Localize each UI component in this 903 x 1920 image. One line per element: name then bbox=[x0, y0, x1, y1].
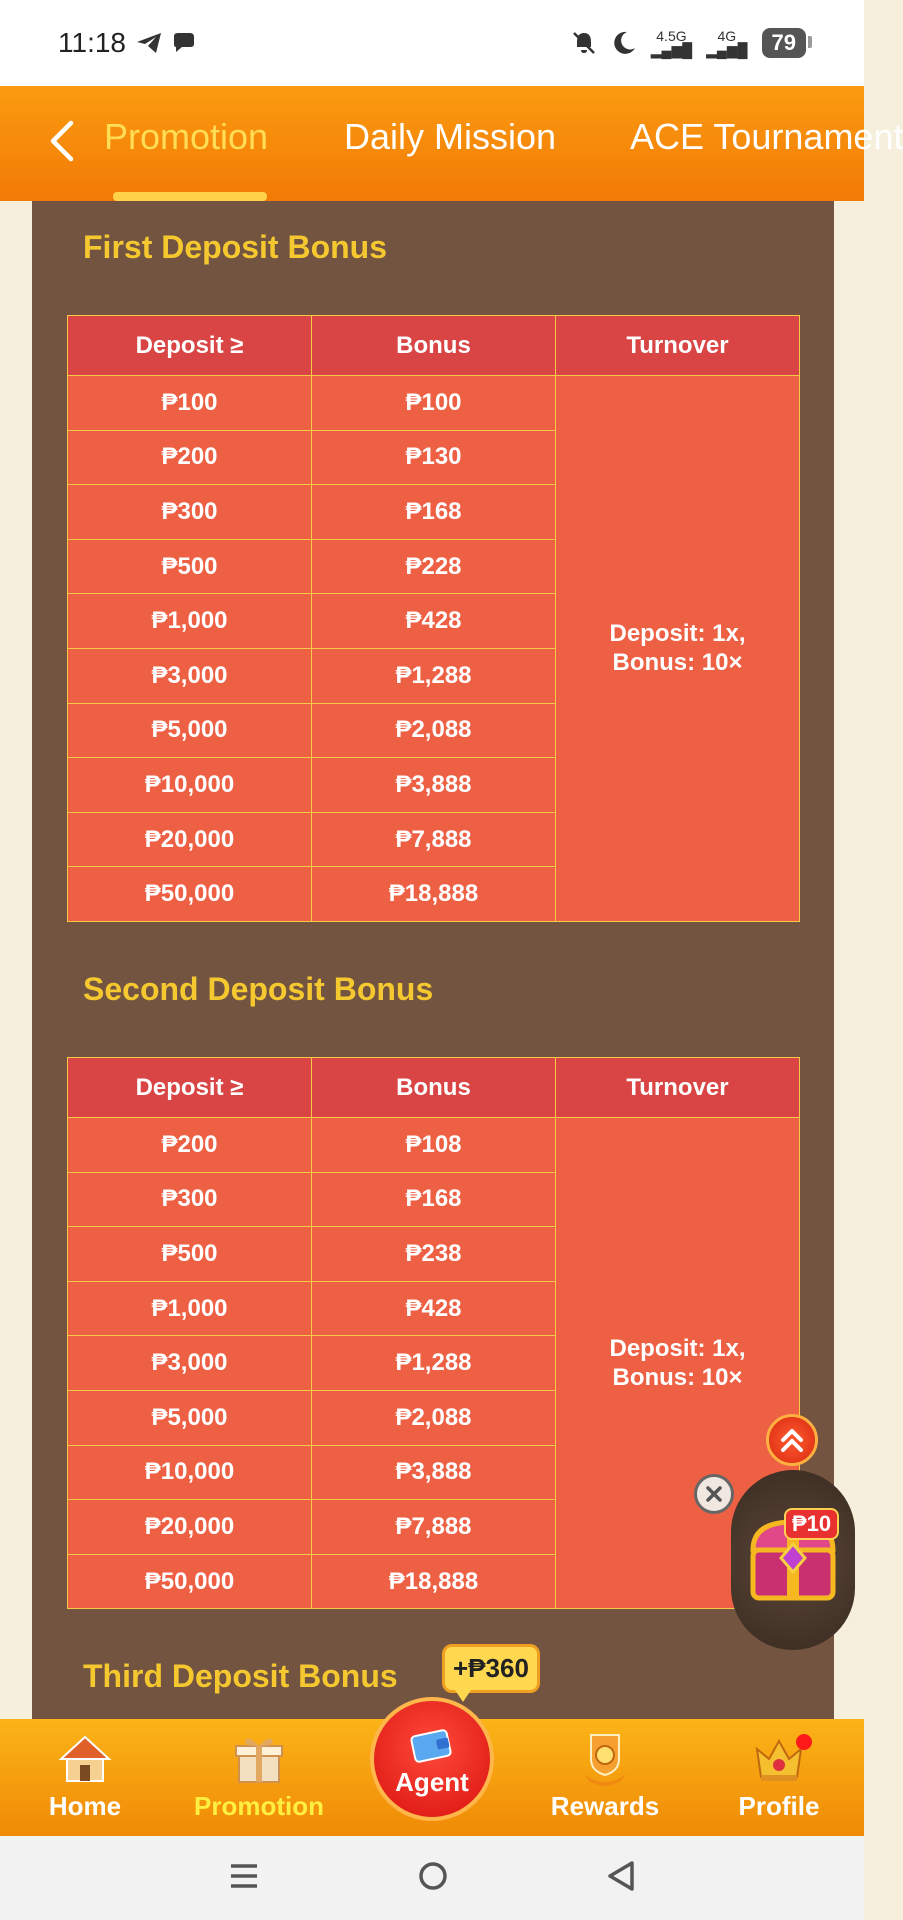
triangle-back-icon bbox=[606, 1860, 636, 1892]
deposit-cell: ₱5,000 bbox=[68, 703, 312, 758]
signal-icon: ▂▄▆█ bbox=[706, 42, 748, 58]
promotion-header bbox=[0, 86, 903, 201]
first-deposit-table bbox=[67, 315, 800, 922]
bonus-cell: ₱238 bbox=[312, 1227, 556, 1282]
nav-rewards-label: Rewards bbox=[550, 1791, 660, 1821]
nav-agent-button[interactable] bbox=[370, 1697, 494, 1821]
recent-apps-button[interactable] bbox=[228, 1861, 260, 1896]
system-navigation-bar bbox=[0, 1836, 864, 1920]
close-icon bbox=[704, 1484, 724, 1504]
bonus-cell: ₱168 bbox=[312, 485, 556, 540]
second-deposit-table bbox=[67, 1057, 800, 1609]
table-row bbox=[68, 376, 800, 431]
chevron-left-icon bbox=[49, 120, 75, 162]
bonus-cell: ₱100 bbox=[312, 376, 556, 431]
notification-dot bbox=[796, 1734, 812, 1750]
wallet-icon bbox=[407, 1721, 457, 1765]
telegram-icon bbox=[136, 32, 162, 54]
nav-home[interactable] bbox=[10, 1729, 160, 1822]
column-header-turnover: Turnover bbox=[556, 1058, 800, 1118]
house-icon bbox=[53, 1729, 117, 1789]
bonus-cell: ₱428 bbox=[312, 594, 556, 649]
status-bar bbox=[0, 0, 864, 86]
network-label-1: 4.5G bbox=[656, 28, 687, 44]
table-row bbox=[68, 1118, 800, 1173]
deposit-cell: ₱1,000 bbox=[68, 1281, 312, 1336]
bonus-cell: ₱3,888 bbox=[312, 1445, 556, 1500]
third-deposit-title: Third Deposit Bonus bbox=[83, 1658, 398, 1694]
chat-icon bbox=[172, 32, 196, 54]
turnover-line-bonus: Bonus: 10× bbox=[612, 649, 743, 677]
bonus-cell: ₱18,888 bbox=[312, 867, 556, 922]
scroll-to-top-button[interactable] bbox=[766, 1414, 818, 1466]
deposit-cell: ₱1,000 bbox=[68, 594, 312, 649]
turnover-cell bbox=[556, 376, 800, 922]
nav-promotion-label: Promotion bbox=[194, 1791, 324, 1821]
bonus-cell: ₱7,888 bbox=[312, 812, 556, 867]
chest-reward-badge: ₱10 bbox=[784, 1508, 839, 1540]
tab-promotion[interactable]: Promotion bbox=[104, 116, 269, 157]
column-header-bonus: Bonus bbox=[312, 1058, 556, 1118]
turnover-line-bonus: Bonus: 10× bbox=[612, 1364, 743, 1392]
second-deposit-title: Second Deposit Bonus bbox=[83, 971, 434, 1007]
bonus-cell: ₱168 bbox=[312, 1172, 556, 1227]
bonus-cell: ₱2,088 bbox=[312, 1390, 556, 1445]
deposit-cell: ₱50,000 bbox=[68, 1554, 312, 1609]
deposit-cell: ₱100 bbox=[68, 376, 312, 431]
home-system-button[interactable] bbox=[417, 1860, 449, 1897]
back-system-button[interactable] bbox=[606, 1860, 636, 1897]
deposit-cell: ₱10,000 bbox=[68, 1445, 312, 1500]
deposit-cell: ₱200 bbox=[68, 1118, 312, 1173]
active-tab-indicator bbox=[113, 192, 267, 201]
back-button[interactable] bbox=[42, 116, 82, 166]
double-chevron-up-icon bbox=[777, 1425, 807, 1455]
menu-lines-icon bbox=[228, 1861, 260, 1891]
medal-icon bbox=[573, 1729, 637, 1789]
deposit-cell: ₱20,000 bbox=[68, 812, 312, 867]
deposit-cell: ₱10,000 bbox=[68, 758, 312, 813]
nav-agent-label: Agent bbox=[395, 1766, 469, 1797]
bell-muted-icon bbox=[571, 30, 597, 56]
deposit-cell: ₱3,000 bbox=[68, 1336, 312, 1391]
bonus-cell: ₱18,888 bbox=[312, 1554, 556, 1609]
deposit-cell: ₱20,000 bbox=[68, 1500, 312, 1555]
tab-ace-tournament[interactable]: ACE Tournament bbox=[630, 116, 903, 157]
table-header-row bbox=[68, 316, 800, 376]
deposit-cell: ₱500 bbox=[68, 539, 312, 594]
deposit-cell: ₱300 bbox=[68, 485, 312, 540]
bonus-cell: ₱428 bbox=[312, 1281, 556, 1336]
nav-promotion[interactable] bbox=[184, 1729, 334, 1822]
treasure-chest-button[interactable] bbox=[731, 1470, 855, 1650]
bonus-cell: ₱7,888 bbox=[312, 1500, 556, 1555]
status-time: 11:18 bbox=[58, 27, 126, 58]
bonus-cell: ₱3,888 bbox=[312, 758, 556, 813]
bonus-cell: ₱1,288 bbox=[312, 648, 556, 703]
column-header-deposit: Deposit ≥ bbox=[68, 1058, 312, 1118]
signal-icon: ▂▄▆█ bbox=[650, 42, 693, 58]
nav-rewards[interactable] bbox=[530, 1729, 680, 1822]
turnover-line-deposit: Deposit: 1x, bbox=[609, 620, 746, 648]
circle-icon bbox=[417, 1860, 449, 1892]
gift-box-icon bbox=[227, 1729, 291, 1789]
column-header-deposit: Deposit ≥ bbox=[68, 316, 312, 376]
close-chest-button[interactable] bbox=[694, 1474, 734, 1514]
turnover-line-deposit: Deposit: 1x, bbox=[609, 1335, 746, 1363]
bonus-cell: ₱108 bbox=[312, 1118, 556, 1173]
network-label-2: 4G bbox=[717, 28, 737, 44]
column-header-bonus: Bonus bbox=[312, 316, 556, 376]
bonus-cell: ₱228 bbox=[312, 539, 556, 594]
bonus-cell: ₱130 bbox=[312, 430, 556, 485]
nav-home-label: Home bbox=[48, 1791, 122, 1821]
tab-daily-mission[interactable]: Daily Mission bbox=[344, 116, 557, 157]
deposit-cell: ₱5,000 bbox=[68, 1390, 312, 1445]
moon-icon bbox=[611, 30, 637, 56]
nav-profile-label: Profile bbox=[738, 1791, 820, 1821]
deposit-cell: ₱500 bbox=[68, 1227, 312, 1282]
deposit-cell: ₱200 bbox=[68, 430, 312, 485]
column-header-turnover: Turnover bbox=[556, 316, 800, 376]
first-deposit-title: First Deposit Bonus bbox=[83, 229, 388, 265]
table-header-row bbox=[68, 1058, 800, 1118]
bonus-cell: ₱2,088 bbox=[312, 703, 556, 758]
deposit-cell: ₱50,000 bbox=[68, 867, 312, 922]
agent-reward-bubble: +₱360 bbox=[442, 1644, 540, 1693]
deposit-cell: ₱300 bbox=[68, 1172, 312, 1227]
deposit-cell: ₱3,000 bbox=[68, 648, 312, 703]
bonus-cell: ₱1,288 bbox=[312, 1336, 556, 1391]
battery-indicator: 79 bbox=[762, 28, 806, 58]
nav-profile[interactable] bbox=[704, 1729, 854, 1822]
